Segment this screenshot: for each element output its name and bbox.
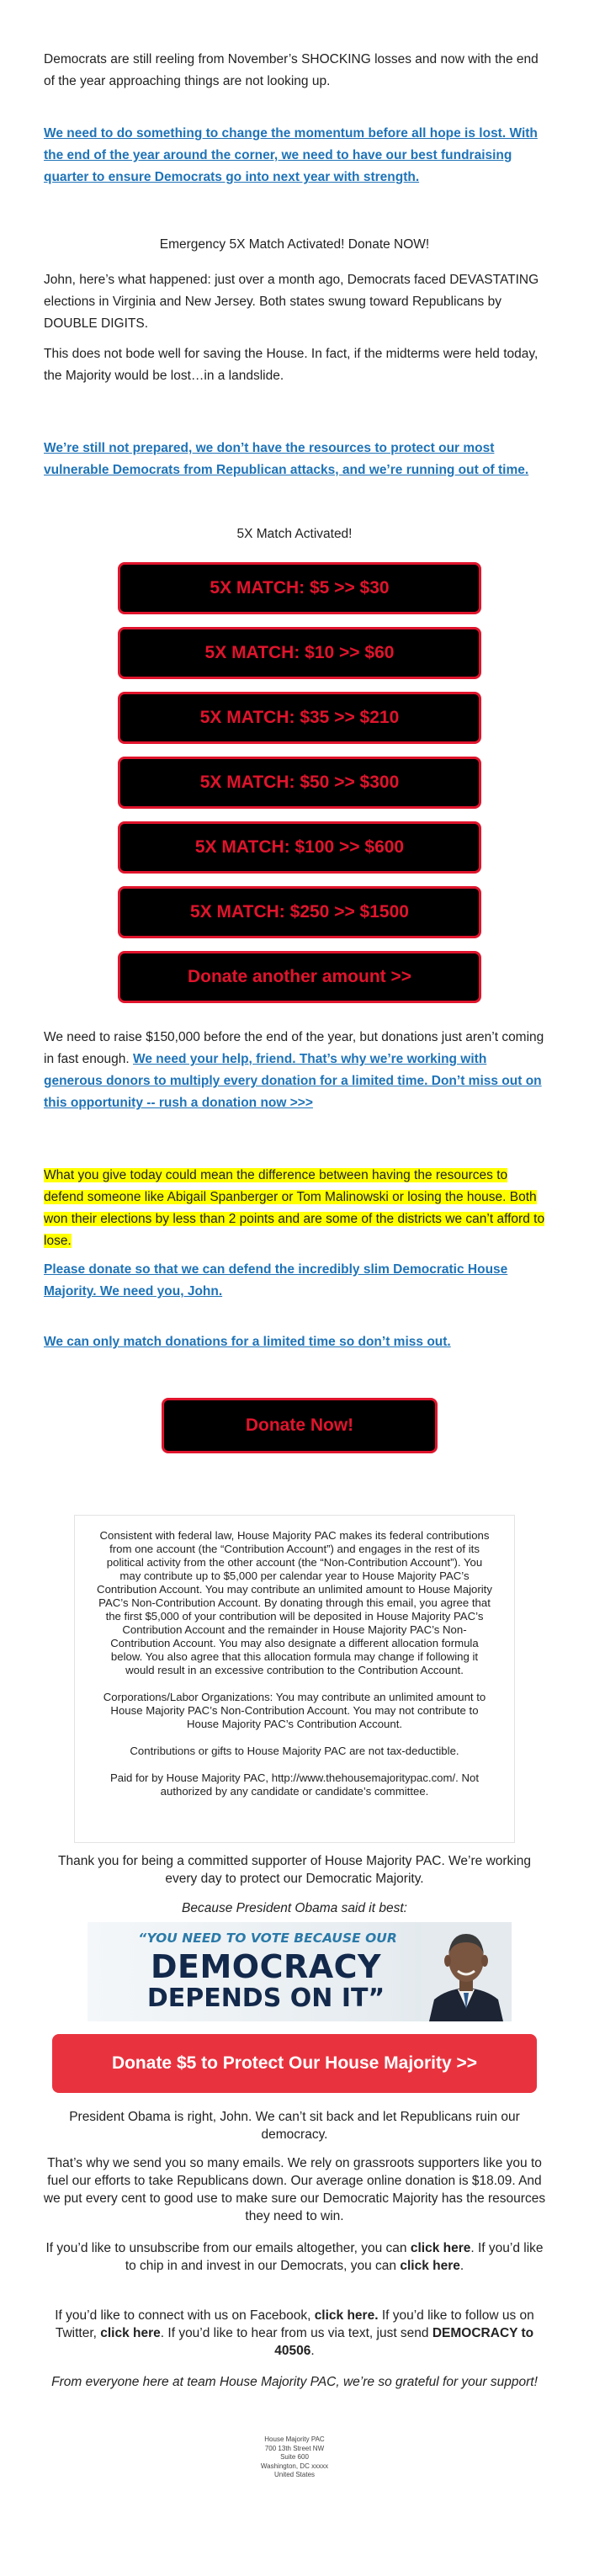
why-emails-text: That’s why we send you so many emails. We rely on grassroots supporters like you to fuel our efforts to take Republicans down. Our average online donation is $18.09. And we put every cent to good use to make sure our Democratic Majority has the resources they need to win. [43,2156,546,2223]
momentum-link[interactable]: We need to do something to change the momentum before all hope is lost. With the end of the year around the corner, we need to have our best fundraising quarter to ensure Democrats go into next year with strength. [44,126,538,184]
defend-majority-link[interactable]: Please donate so that we can defend the incredibly slim Democratic House Majority. We need you, John. [44,1262,508,1299]
donate-now-button[interactable]: Donate Now! [162,1398,438,1453]
grateful-text: From everyone here at team House Majority PAC, we’re so grateful for your support! [51,2375,538,2389]
chip-in-link[interactable]: click here [400,2259,460,2273]
obama-portrait-icon [421,1922,512,2021]
address-line: House Majority PAC [264,2435,325,2443]
unsubscribe-link[interactable]: click here [410,2241,471,2255]
not-bode-text: This does not bode well for saving the House. In fact, if the midterms were held today, the Majority would be lost…in a landslide. [44,347,539,383]
facebook-link[interactable]: click here. [314,2308,379,2323]
match-50-button[interactable]: 5X MATCH: $50 >> $300 [118,757,481,809]
address-line: Washington, DC xxxxx [260,2462,329,2470]
donate-another-amount-button[interactable]: Donate another amount >> [118,951,481,1003]
connect-text-4: . [310,2344,315,2358]
disclaimer-contribution-text: Consistent with federal law, House Majority PAC makes its federal contributions from one account (the “Contribution Account”) and engages in the rest of its political activity from the other account (the “Non-Contribution Account”). You may contribute up to $5,000 per calendar year to House Majority PAC’s Contribution Account. You may contribute an unlimited amount to House Majority PAC’s Non-Contribution Account. By donating through this email, you agree that the first $5,000 of your contribution will be deposited in House Majority PAC’s Contribution Account and the remainder in House Majority PAC’s Non-Contribution Account. You may also designate a different allocation formula below. You also agree that this allocation formula may change if following it would result in an excessive contribution to the Contribution Account. [97,1529,492,1676]
match-activated-heading: 5X Match Activated! [236,527,353,541]
banner-quote-line1: “YOU NEED TO VOTE BECAUSE OUR [138,1931,397,1946]
match-35-button[interactable]: 5X MATCH: $35 >> $210 [118,692,481,744]
unsub-text-1: If you’d like to unsubscribe from our emails altogether, you can [45,2241,411,2255]
limited-time-link[interactable]: We can only match donations for a limited time so don’t miss out. [44,1335,451,1349]
thanks-text: Thank you for being a committed supporter of House Majority PAC. We’re working every day to protect our Democratic Majority. [58,1854,531,1886]
not-prepared-link[interactable]: We’re still not prepared, we don’t have the resources to protect our most vulnerable Democrats from Republican attacks, and we’re running out of time. [44,441,529,477]
connect-paragraph [40,2307,549,2360]
mailing-address [210,2435,379,2480]
unsub-text-2: . If you’d like to chip in and invest in our Democrats, you can [125,2241,544,2273]
highlight-paragraph [44,1165,545,1252]
what-happened-text: John, here’s what happened: just over a month ago, Democrats faced DEVASTATING elections in Virginia and New Jersey. Both states swung toward Republicans by DOUBLE DIGITS. [44,273,539,331]
address-line: 700 13th Street NW [264,2444,325,2452]
unsubscribe-paragraph [40,2239,549,2275]
donate-5-protect-majority-button[interactable]: Donate $5 to Protect Our House Majority >> [52,2034,537,2093]
address-line: Suite 600 [280,2453,309,2461]
address-line: United States [273,2471,316,2478]
legal-disclaimer-box [74,1515,515,1843]
connect-text-2: If you’d like to follow us on Twitter, [55,2308,534,2340]
intro-text: Democrats are still reeling from November’s SHOCKING losses and now with the end of the year approaching things are not looking up. [44,52,539,88]
match-100-button[interactable]: 5X MATCH: $100 >> $600 [118,821,481,874]
disclaimer-tax-text: Contributions or gifts to House Majority PAC are not tax-deductible. [130,1745,459,1757]
need-paragraph [44,1027,545,1114]
unsub-text-3: . [459,2259,464,2273]
connect-text-3: . If you’d like to hear from us via text, just send [160,2326,432,2340]
need-text: We need to raise $150,000 before the end of the year, but donations just aren’t coming in fast enough. [44,1030,544,1066]
need-help-link[interactable]: We need your help, friend. That’s why we’re working with generous donors to multiply every donation for a limited time. Don’t miss out on this opportunity -- rush a donation now >>> [44,1052,542,1110]
disclaimer-paid-for-text: Paid for by House Majority PAC, http://www.thehousemajoritypac.com/. Not authorized by any candidate or candidate’s committee. [109,1771,480,1798]
obama-said-text: Because President Obama said it best: [182,1901,407,1915]
banner-quote-line2: DEMOCRACY [150,1948,382,1985]
disclaimer-corporations-text: Corporations/Labor Organizations: You may contribute an unlimited amount to House Majority PAC’s Non-Contribution Account. You may not contribute to House Majority PAC’s Contribution Account. [103,1691,486,1730]
connect-text-1: If you’d like to connect with us on Facebook, [55,2308,315,2323]
emergency-heading: Emergency 5X Match Activated! Donate NOW! [159,237,430,252]
highlight-text: What you give today could mean the difference between having the resources to defend someone like Abigail Spanberger or Tom Malinowski or losing the house. Both won their elections by less than 2 points and are some of the districts we can’t afford to lose. [44,1168,545,1248]
twitter-link[interactable]: click here [100,2326,161,2340]
obama-quote-banner [88,1922,512,2021]
match-10-button[interactable]: 5X MATCH: $10 >> $60 [118,627,481,679]
match-5-button[interactable]: 5X MATCH: $5 >> $30 [118,562,481,614]
match-250-button[interactable]: 5X MATCH: $250 >> $1500 [118,886,481,938]
text-keyword: DEMOCRACY to 40506 [274,2326,534,2358]
banner-quote-line3: DEPENDS ON IT” [146,1984,385,2013]
obama-right-text: President Obama is right, John. We can’t sit back and let Republicans ruin our democracy. [69,2110,520,2142]
